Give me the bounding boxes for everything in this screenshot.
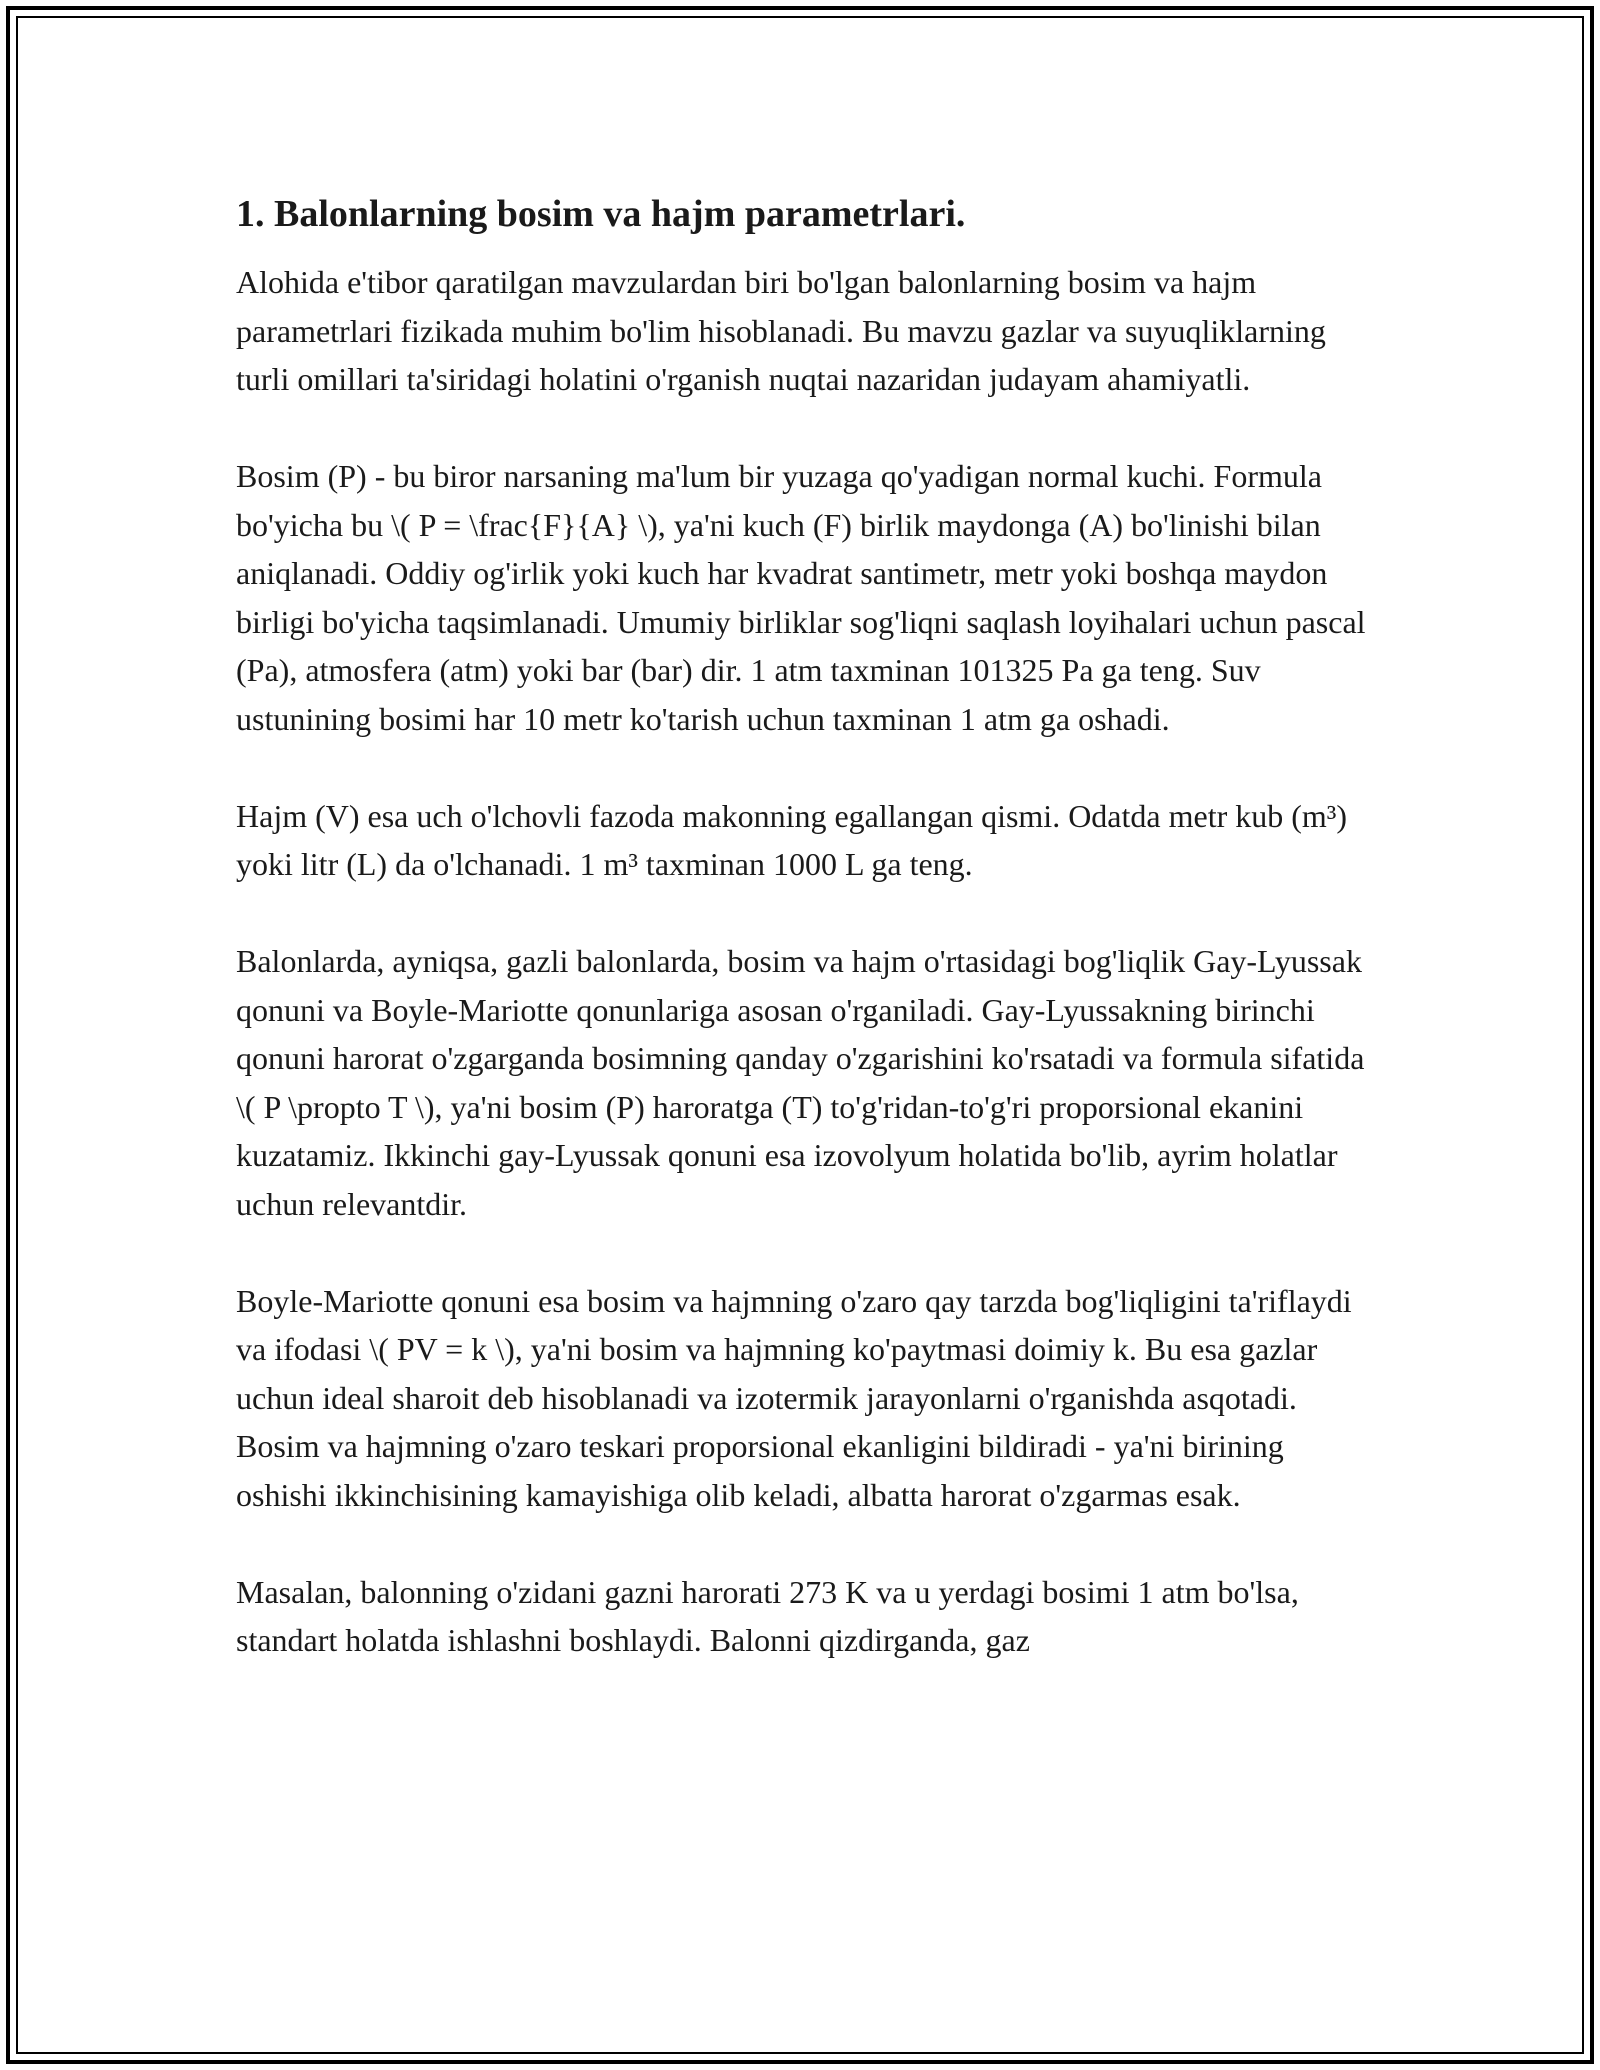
paragraph-volume: Hajm (V) esa uch o'lchovli fazoda makonning egallangan qismi. Odatda metr kub (m³) yoki litr (L) da o'lchanadi. 1 m³ taxminan 1000 L ga teng.	[236, 797, 1348, 882]
paragraph-gay-lussac: Balonlarda, ayniqsa, gazli balonlarda, bosim va hajm o'rtasidagi bog'liqlik Gay-Lyussak qonuni va Boyle-Mariotte qonunlariga asosan o'rganiladi. Gay-Lyussakning birinchi qonuni harorat o'zgarganda bosimning qanday o'zgarishini ko'rsatadi va formula sifatida \( P \propto T \), ya'ni bosim (P) haroratga (T) to'g'ridan-to'g'ri proporsional ekanini kuzatamiz. Ikkinchi gay-Lyussak qonuni esa izovolyum holatida bo'lib, ayrim holatlar uchun relevantdir.	[236, 943, 1365, 1222]
document-body	[236, 186, 1376, 1713]
paragraph-example: Masalan, balonning o'zidani gazni harorati 273 K va u yerdagi bosimi 1 atm bo'lsa, standart holatda ishlashni boshlaydi. Balonni qizdirganda, gaz	[236, 1573, 1299, 1658]
paragraph-boyle-mariotte: Boyle-Mariotte qonuni esa bosim va hajmning o'zaro qay tarzda bog'liqligini ta'riflaydi va ifodasi \( PV = k \), ya'ni bosim va hajmning ko'paytmasi doimiy k. Bu esa gazlar uchun ideal sharoit deb hisoblanadi va izotermik jarayonlarni o'rganishda asqotadi. Bosim va hajmning o'zaro teskari proporsional ekanligini bildiradi - ya'ni birining oshishi ikkinchisining kamayishiga olib keladi, albatta harorat o'zgarmas esak.	[236, 1282, 1352, 1513]
section-heading: 1. Balonlarning bosim va hajm parametrlari.	[236, 193, 966, 235]
paragraph-pressure: Bosim (P) - bu biror narsaning ma'lum bir yuzaga qo'yadigan normal kuchi. Formula bo'yicha bu \( P = \frac{F}{A} \), ya'ni kuch (F) birlik maydonga (A) bo'linishi bilan aniqlanadi. Oddiy og'irlik yoki kuch har kvadrat santimetr, metr yoki boshqa maydon birligi bo'yicha taqsimlanadi. Umumiy birliklar sog'liqni saqlash loyihalari uchun pascal (Pa), atmosfera (atm) yoki bar (bar) dir. 1 atm taxminan 101325 Pa ga teng. Suv ustunining bosimi har 10 metr ko'tarish uchun taxminan 1 atm ga oshadi.	[236, 458, 1366, 737]
paragraph-intro: Alohida e'tibor qaratilgan mavzulardan biri bo'lgan balonlarning bosim va hajm parametrlari fizikada muhim bo'lim hisoblanadi. Bu mavzu gazlar va suyuqliklarning turli omillari ta'siridagi holatini o'rganish nuqtai nazaridan judayam ahamiyatli.	[236, 264, 1326, 397]
